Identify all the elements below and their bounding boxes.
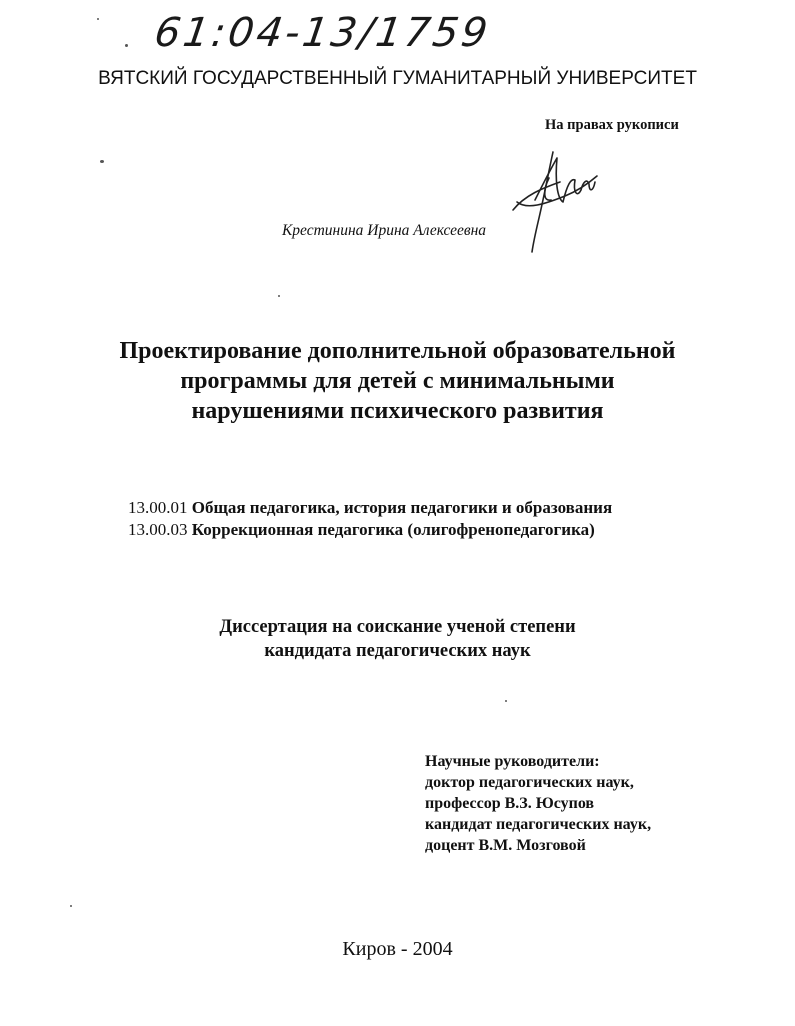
university-name: ВЯТСКИЙ ГОСУДАРСТВЕННЫЙ ГУМАНИТАРНЫЙ УНИВЕРСИТЕТ	[98, 68, 697, 89]
signature-icon	[505, 140, 615, 260]
specialty-code: 13.00.03	[128, 520, 188, 539]
supervisors-line: профессор В.З. Юсупов	[425, 795, 595, 812]
specialty-item	[128, 519, 612, 541]
specialty-code: 13.00.01	[128, 498, 188, 517]
scan-speck	[278, 295, 280, 297]
title-line: нарушениями психического развития	[191, 398, 604, 424]
degree-line: кандидата педагогических наук	[264, 641, 531, 661]
title-line: Проектирование дополнительной образовательной	[119, 338, 676, 364]
scan-speck	[97, 18, 99, 20]
supervisors-block	[425, 751, 651, 856]
dissertation-title	[0, 336, 795, 426]
scan-speck	[505, 700, 507, 702]
author-name: Крестинина Ирина Алексеевна	[282, 222, 487, 239]
scan-speck	[125, 44, 128, 47]
supervisors-line: доцент В.М. Мозговой	[425, 837, 586, 854]
archive-number: 61:04-13/1759	[151, 10, 494, 56]
scan-speck	[70, 905, 72, 907]
scan-speck	[100, 160, 104, 163]
title-line: программы для детей с минимальными	[180, 368, 615, 394]
supervisors-line: Научные руководители:	[425, 753, 600, 770]
specialties-list	[128, 497, 612, 541]
manuscript-rights-label: На правах рукописи	[545, 117, 679, 133]
supervisors-line: кандидат педагогических наук,	[425, 816, 652, 833]
supervisors-line: доктор педагогических наук,	[425, 774, 634, 791]
degree-statement	[0, 615, 795, 663]
degree-line: Диссертация на соискание ученой степени	[219, 617, 576, 637]
specialty-name: Общая педагогика, история педагогики и образования	[191, 498, 613, 517]
specialty-item	[128, 497, 612, 519]
city-year: Киров - 2004	[342, 938, 453, 960]
specialty-name: Коррекционная педагогика (олигофренопедагогика)	[191, 520, 595, 539]
